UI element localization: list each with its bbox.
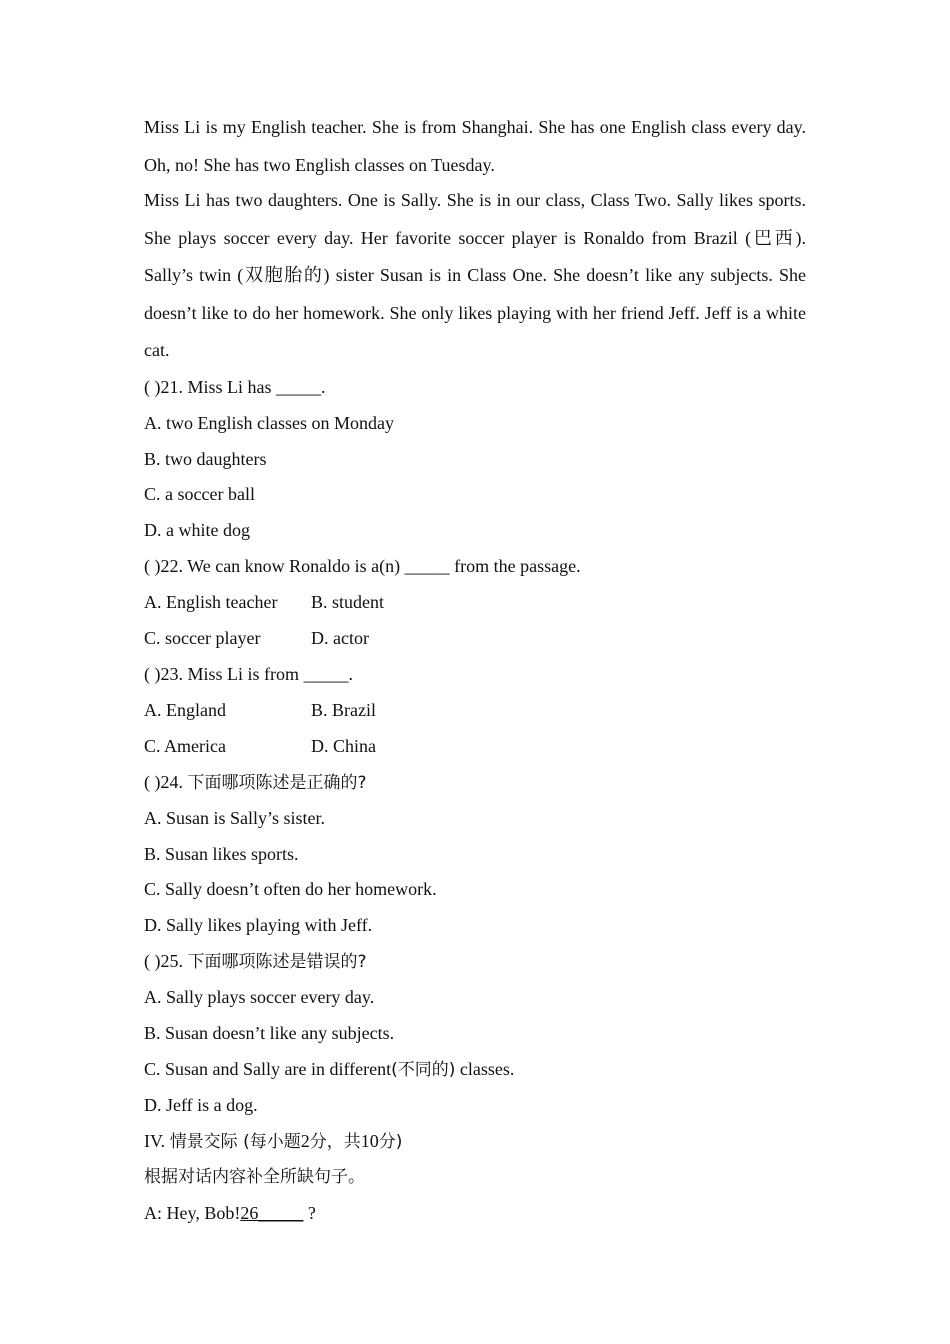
q25-option-b: B. Susan doesn’t like any subjects. <box>144 1023 395 1043</box>
q22-option-a: A. English teacher <box>144 592 278 612</box>
q24-number: ( )24. <box>144 772 188 792</box>
q25-option-a: A. Sally plays soccer every day. <box>144 987 375 1007</box>
passage-paragraph-1: Miss Li is my English teacher. She is from Shanghai. She has one English class every day. Oh, no! She has two English classes on Tuesday. <box>144 117 806 175</box>
q25-option-c-text: C. Susan and Sally are in different <box>144 1059 392 1079</box>
section-4-title: 情景交际 <box>169 1132 238 1152</box>
q24-option-a: A. Susan is Sally’s sister. <box>144 808 326 828</box>
section-4-score-close: 分) <box>378 1132 403 1152</box>
q24-option-b: B. Susan likes sports. <box>144 844 299 864</box>
q22-option-b: B. student <box>311 592 385 612</box>
section-4-score-open: (每小题 <box>237 1132 301 1152</box>
q23-option-c: C. America <box>144 736 226 756</box>
blank-26[interactable]: 26_____ <box>240 1203 304 1223</box>
q21-option-a: A. two English classes on Monday <box>144 413 394 433</box>
q24-stem-text: 下面哪项陈述是正确的? <box>187 773 367 793</box>
dialog-line-a-end: ? <box>303 1203 316 1223</box>
section-4-points-each: 2 <box>300 1131 310 1151</box>
question-22: ( )22. We can know Ronaldo is a(n) _____ from the passage. <box>144 556 581 576</box>
q25-option-c-cn: (不同的) <box>391 1060 456 1080</box>
q21-option-b: B. two daughters <box>144 449 267 469</box>
q25-option-c-tail: classes. <box>455 1059 515 1079</box>
q21-option-d: D. a white dog <box>144 520 250 540</box>
q24-option-d: D. Sally likes playing with Jeff. <box>144 915 373 935</box>
section-4-points-total: 10 <box>360 1131 379 1151</box>
q23-option-b: B. Brazil <box>311 700 376 720</box>
question-25 <box>144 950 367 973</box>
dialog-line-a <box>144 1202 316 1224</box>
q21-option-c: C. a soccer ball <box>144 484 255 504</box>
section-4-number: IV. <box>144 1131 170 1151</box>
q22-option-d: D. actor <box>311 628 369 648</box>
section-4-heading <box>144 1130 402 1153</box>
dialog-line-a-text: A: Hey, Bob! <box>144 1203 241 1223</box>
section-4-score-mid: 分，共 <box>309 1132 361 1152</box>
q25-stem-text: 下面哪项陈述是错误的? <box>187 952 367 972</box>
q25-option-c <box>144 1058 514 1081</box>
question-24 <box>144 771 367 794</box>
q25-number: ( )25. <box>144 951 188 971</box>
question-21: ( )21. Miss Li has _____. <box>144 377 326 397</box>
section-4-instruction: 根据对话内容补全所缺句子。 <box>144 1167 365 1187</box>
question-23: ( )23. Miss Li is from _____. <box>144 664 353 684</box>
q24-option-c: C. Sally doesn’t often do her homework. <box>144 879 437 899</box>
passage-paragraph-2: Miss Li has two daughters. One is Sally. She is in our class, Class Two. Sally likes sports. She plays soccer every day. Her favorite soccer player is Ronaldo from Brazil (巴西). Sally’s twin (双胞胎的) sister Susan is in Class One. She doesn’t like any subjects. She doesn’t like to do her homework. She only likes playing with her friend Jeff. Jeff is a white cat. <box>144 190 806 360</box>
q25-option-d: D. Jeff is a dog. <box>144 1095 258 1115</box>
q23-option-d: D. China <box>311 736 376 756</box>
q22-option-c: C. soccer player <box>144 628 261 648</box>
q23-option-a: A. England <box>144 700 226 720</box>
